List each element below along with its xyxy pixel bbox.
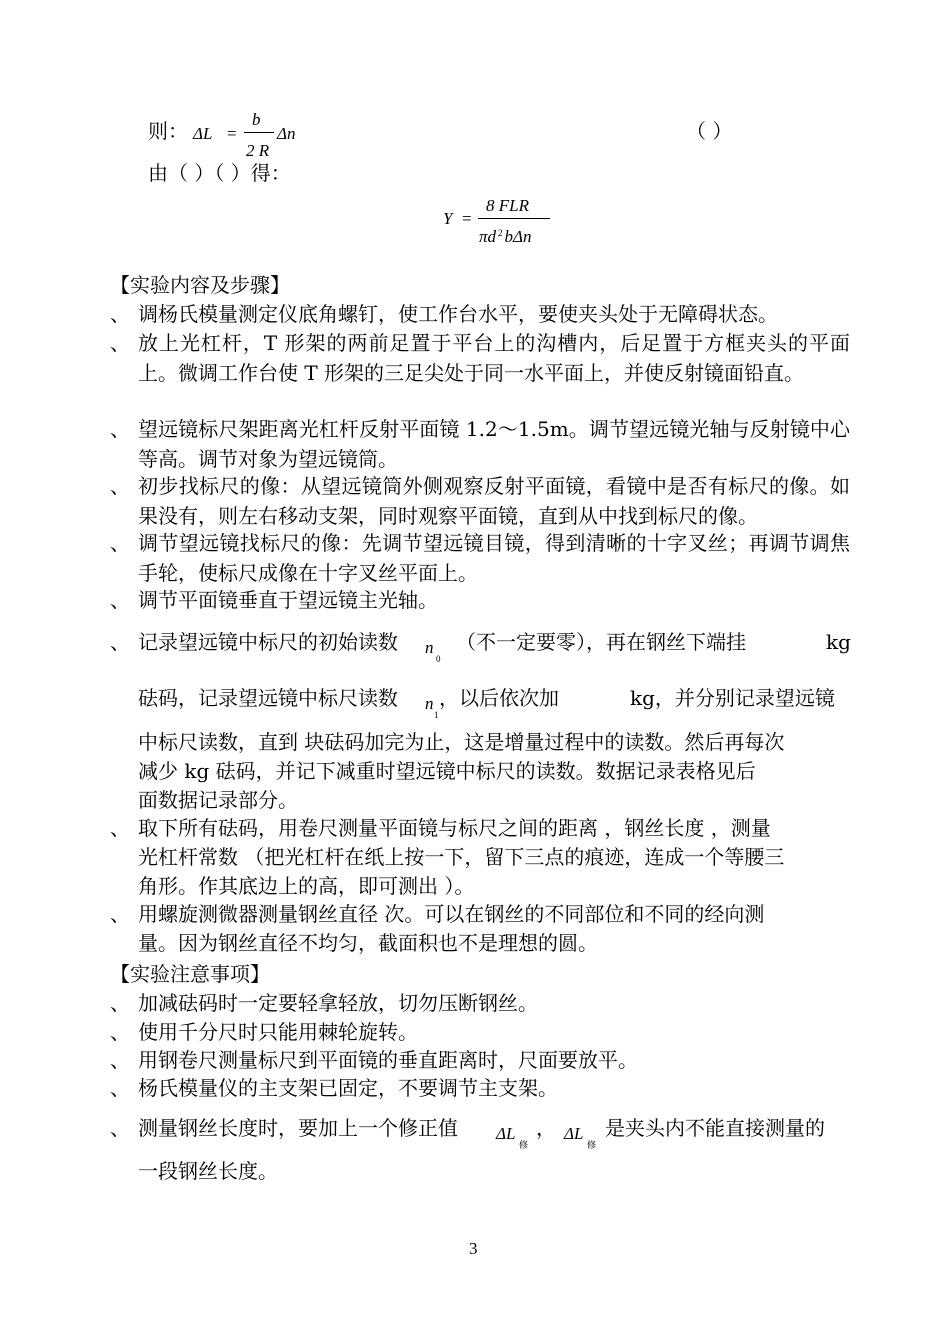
formula2-denominator — [479, 222, 532, 252]
bullet: 、 — [110, 816, 130, 840]
formula2-fraction-bar — [478, 218, 550, 219]
formula2-eq: = — [462, 209, 472, 228]
formula1-fraction-bar — [244, 132, 274, 133]
list-item — [110, 328, 850, 418]
bullet: 、 — [110, 1048, 130, 1072]
list-item — [110, 414, 850, 474]
bullet: 、 — [110, 531, 130, 555]
item9-line2: 量。因为钢丝直径不均匀，截面积也不是理想的圆。 — [138, 931, 598, 955]
item7-line3: 中标尺读数，直到 块砝码加完为止，这是增量过程中的读数。然后再每次 — [138, 730, 785, 754]
list-item-text: 调杨氏模量测定仪底角螺钉，使工作台水平，要使夹头处于无障碍状态。 — [138, 302, 778, 326]
list-item-text: 初步找标尺的像：从望远镜筒外侧观察反射平面镜，看镜中是否有标尺的像。如果没有，则左右移动支架，同时观察平面镜，直到从中找到标尺的像。 — [138, 474, 850, 528]
item8-line1: 取下所有砝码，用卷尺测量平面镜与标尺之间的距离 ，钢丝长度 ，测量 — [138, 816, 771, 840]
list-item — [110, 528, 850, 588]
item7-kg1: kg — [826, 630, 851, 654]
list-item-text: 调节望远镜找标尺的像：先调节望远镜目镜，得到清晰的十字叉丝；再调节调焦手轮，使标尺成像在十字叉丝平面上。 — [138, 531, 850, 585]
bullet: 、 — [110, 1020, 130, 1044]
item7-text-c: 砝码，记录望远镜中标尺读数 — [138, 686, 398, 710]
formula1-eq: = — [227, 124, 237, 143]
list-item — [110, 299, 850, 329]
list-item — [110, 585, 850, 615]
bullet: 、 — [110, 1116, 130, 1140]
item7-text-b: （不一定要零），再在钢丝下端挂 — [456, 630, 746, 654]
note-item: 使用千分尺时只能用棘轮旋转。 — [138, 1020, 418, 1044]
from-text: 由（ ）（ ）得： — [148, 161, 291, 185]
bullet: 、 — [110, 417, 130, 441]
den-pi-d: πd — [479, 227, 497, 246]
delta-l-correction-2: ΔL — [564, 1124, 584, 1143]
bullet: 、 — [110, 902, 130, 926]
bullet: 、 — [110, 331, 130, 355]
formula1-lhs — [193, 119, 212, 149]
formula2-numerator: 8 FLR — [486, 196, 529, 215]
section-heading-notes: 【实验注意事项】 — [110, 962, 270, 986]
correction-subscript-1: 修 — [519, 1140, 529, 1150]
formula1-numerator: b — [252, 110, 261, 129]
then-label: 则： — [148, 119, 188, 143]
item8-line2: 光杠杆常数 （把光杠杆在纸上按一下，留下三点的痕迹，连成一个等腰三 — [138, 845, 785, 869]
delta-l-correction-1: ΔL — [496, 1124, 516, 1143]
correction-subscript-2: 修 — [587, 1140, 597, 1150]
item7-text-a: 记录望远镜中标尺的初始读数 — [138, 630, 398, 654]
bullet: 、 — [110, 991, 130, 1015]
list-item-text: 望远镜标尺架距离光杠杆反射平面镜 1.2～1.5m。调节望远镜光轴与反射镜中心等高。调节对象为望远镜筒。 — [138, 417, 850, 471]
item7-line4: 减少 kg 砝码，并记下减重时望远镜中标尺的读数。数据记录表格见后 — [138, 759, 756, 783]
formula2-lhs: Y — [443, 209, 453, 228]
note-item: 加减砝码时一定要轻拿轻放，切勿压断钢丝。 — [138, 991, 538, 1015]
bullet: 、 — [110, 630, 130, 654]
note-item: 用钢卷尺测量标尺到平面镜的垂直距离时，尺面要放平。 — [138, 1048, 638, 1072]
note-item: 杨氏模量仪的主支架已固定，不要调节主支架。 — [138, 1076, 558, 1100]
note5-text-b: 是夹头内不能直接测量的 — [605, 1116, 825, 1140]
item7-text-e: kg，并分别记录望远镜 — [630, 686, 835, 710]
n1-symbol: n — [425, 694, 434, 713]
note5-text-a: 测量钢丝长度时，要加上一个修正值 — [138, 1116, 458, 1140]
n1-subscript: 1 — [434, 710, 439, 720]
den-b-dn: bΔn — [504, 227, 532, 246]
formula1-denominator: 2 R — [246, 141, 270, 160]
n0-subscript: 0 — [436, 654, 441, 664]
formula1-equation-number: （ ） — [686, 119, 733, 143]
section-heading-procedure: 【实验内容及步骤】 — [110, 273, 290, 297]
bullet: 、 — [110, 1076, 130, 1100]
item9-line1: 用螺旋测微器测量钢丝直径 次。可以在钢丝的不同部位和不同的经向测 — [138, 902, 765, 926]
bullet: 、 — [110, 302, 130, 326]
formula1-rhs: Δn — [277, 124, 296, 143]
note5-line2: 一段钢丝长度。 — [138, 1159, 278, 1183]
list-item-text: 放上光杠杆，T 形架的两前足置于平台上的沟槽内，后足置于方框夹头的平面上。微调工作台使 T 形架的三足尖处于同一水平面上，并使反射镜面铅直。 — [138, 331, 850, 385]
item7-text-d: ，以后依次加 — [439, 686, 559, 710]
list-item-text: 调节平面镜垂直于望远镜主光轴。 — [138, 588, 438, 612]
note5-comma: ， — [536, 1116, 556, 1140]
item7-line1 — [138, 627, 398, 657]
delta-l: ΔL — [193, 124, 213, 143]
bullet: 、 — [110, 474, 130, 498]
n0-symbol: n — [425, 638, 434, 657]
item8-line3: 角形。作其底边上的高，即可测出 ）。 — [138, 874, 475, 898]
bullet: 、 — [110, 588, 130, 612]
den-sup: 2 — [498, 228, 503, 238]
page-number: 3 — [469, 1239, 478, 1258]
item7-line5: 面数据记录部分。 — [138, 788, 298, 812]
list-item — [110, 471, 850, 531]
